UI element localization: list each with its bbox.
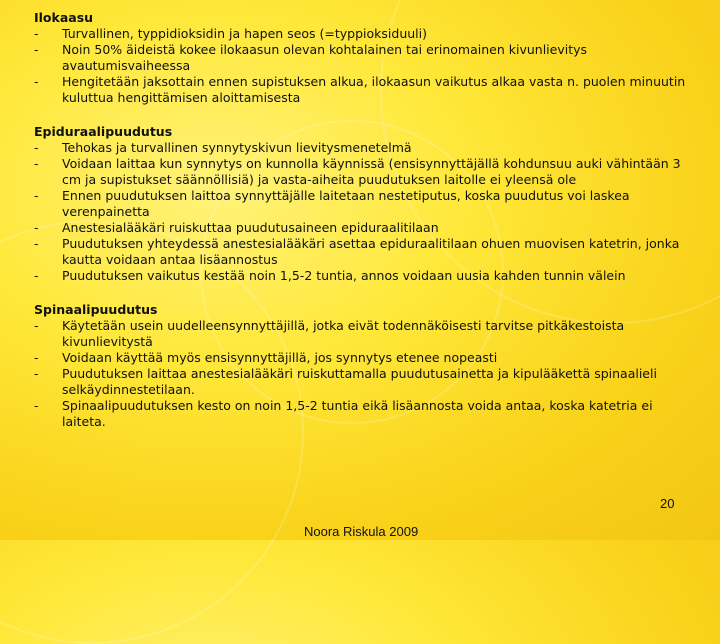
bullet-dash: - [34,318,39,333]
item-text: Puudutuksen vaikutus kestää noin 1,5-2 tuntia, annos voidaan uusia kahden tunnin välein [62,268,626,283]
bullet-dash: - [34,350,39,365]
item-text: Puudutuksen yhteydessä anestesialääkäri asettaa epiduraalitilaan ohuen muovisen katetrin, jonka kautta voidaan antaa lisäannostus [62,236,680,267]
list-item [34,366,694,398]
item-text: Voidaan laittaa kun synnytys on kunnolla käynnissä (ensisynnyttäjällä kohdunsuu auki vähintään 3 cm ja supistukset säännöllisiä) ja vasta-aiheita puudutuksen laitolle ei yleensä ole [62,156,681,187]
bullet-dash: - [34,236,39,251]
bullet-dash: - [34,188,39,203]
section-heading: Epiduraalipuudutus [34,124,173,139]
bullet-dash: - [34,156,39,171]
item-text: Ennen puudutuksen laittoa synnyttäjälle laitetaan nestetiputus, koska puudutus voi laskea verenpainetta [62,188,630,219]
list-item [34,188,694,220]
item-text: Tehokas ja turvallinen synnytyskivun lievitysmenetelmä [62,140,412,155]
bullet-dash: - [34,398,39,413]
item-text: Noin 50% äideistä kokee ilokaasun olevan kohtalainen tai erinomainen kivunlievitys avautumisvaiheessa [62,42,588,73]
item-text: Anestesialääkäri ruiskuttaa puudutusaineen epiduraalitilaan [62,220,439,235]
list-item [34,42,694,74]
section-heading: Ilokaasu [34,10,94,25]
list-item [34,220,694,236]
list-item [34,26,694,42]
item-text: Turvallinen, typpidioksidin ja hapen seos (=typpioksiduuli) [62,26,427,41]
page-number: 20 [660,496,675,511]
bullet-dash: - [34,220,39,235]
bullet-dash: - [34,366,39,381]
list-item [34,318,694,350]
list-item [34,398,694,430]
section-spinaalipuudutus [34,302,694,430]
bullet-dash: - [34,26,39,41]
list-item [34,350,694,366]
slide-content [34,10,694,448]
list-item [34,236,694,268]
item-text: Hengitetään jaksottain ennen supistuksen alkua, ilokaasun vaikutus alkaa vasta n. puolen minuutin kuluttua hengittämisen aloittamisesta [62,74,686,105]
list-item [34,268,694,284]
item-text: Käytetään usein uudelleensynnyttäjillä, jotka eivät todennäköisesti tarvitse pitkäkestoista kivunlievitystä [62,318,625,349]
bullet-dash: - [34,268,39,283]
footer-author: Noora Riskula 2009 [304,524,419,539]
item-text: Voidaan käyttää myös ensisynnyttäjillä, jos synnytys etenee nopeasti [62,350,498,365]
bullet-dash: - [34,74,39,89]
section-epiduraalipuudutus [34,124,694,284]
item-text: Spinaalipuudutuksen kesto on noin 1,5-2 tuntia eikä lisäannosta voida antaa, koska katetria ei laiteta. [62,398,653,429]
section-ilokaasu [34,10,694,106]
list-item [34,156,694,188]
item-text: Puudutuksen laittaa anestesialääkäri ruiskuttamalla puudutusainetta ja kipulääkettä spinaalieli selkäydinnestetilaan. [62,366,657,397]
bullet-dash: - [34,42,39,57]
bullet-dash: - [34,140,39,155]
section-heading: Spinaalipuudutus [34,302,158,317]
list-item [34,140,694,156]
list-item [34,74,694,106]
